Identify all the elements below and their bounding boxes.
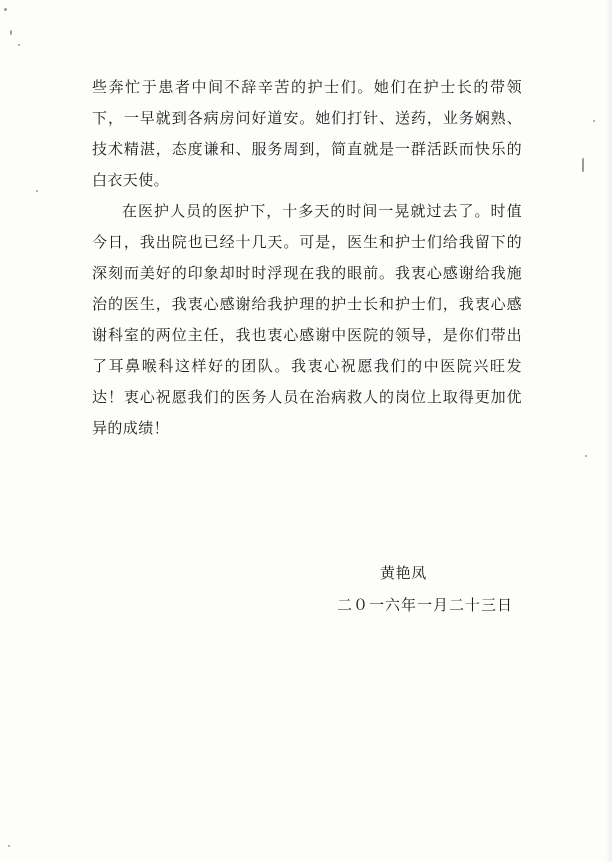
- scan-speck: [585, 455, 587, 457]
- signature-name: 黄艳凤: [380, 564, 427, 582]
- scan-speck: [4, 8, 7, 11]
- scan-speck: [8, 845, 10, 847]
- paragraph-continuation: 些奔忙于患者中间不辞辛苦的护士们。她们在护士长的带领下，一早就到各病房问好道安。她们打针、送药，业务娴熟、技术精湛，态度谦和、服务周到，简直就是一群活跃而快乐的白衣天使。: [92, 78, 522, 189]
- scan-speck: [18, 44, 20, 46]
- scan-speck: [593, 120, 595, 122]
- page-edge-shadow: [606, 0, 612, 862]
- scan-speck: [10, 30, 12, 35]
- letter-body: [92, 72, 522, 444]
- paragraph-thanks: 在医护人员的医护下，十多天的时间一晃就过去了。时值今日，我出院也已经十几天。可是，医生和护士们给我留下的深刻而美好的印象却时时浮现在我的眼前。我衷心感谢给我施治的医生，我衷心感谢给我护理的护士长和护士们，我衷心感谢科室的两位主任，我也衷心感谢中医院的领导，是你们带出了耳鼻喉科这样好的团队。我衷心祝愿我们的中医院兴旺发达！衷心祝愿我们的医务人员在治病救人的岗位上取得更加优异的成绩！: [92, 202, 522, 437]
- scan-speck: [36, 190, 38, 192]
- letter-date: 二０一六年一月二十三日: [337, 596, 514, 614]
- scan-speck: [582, 158, 584, 172]
